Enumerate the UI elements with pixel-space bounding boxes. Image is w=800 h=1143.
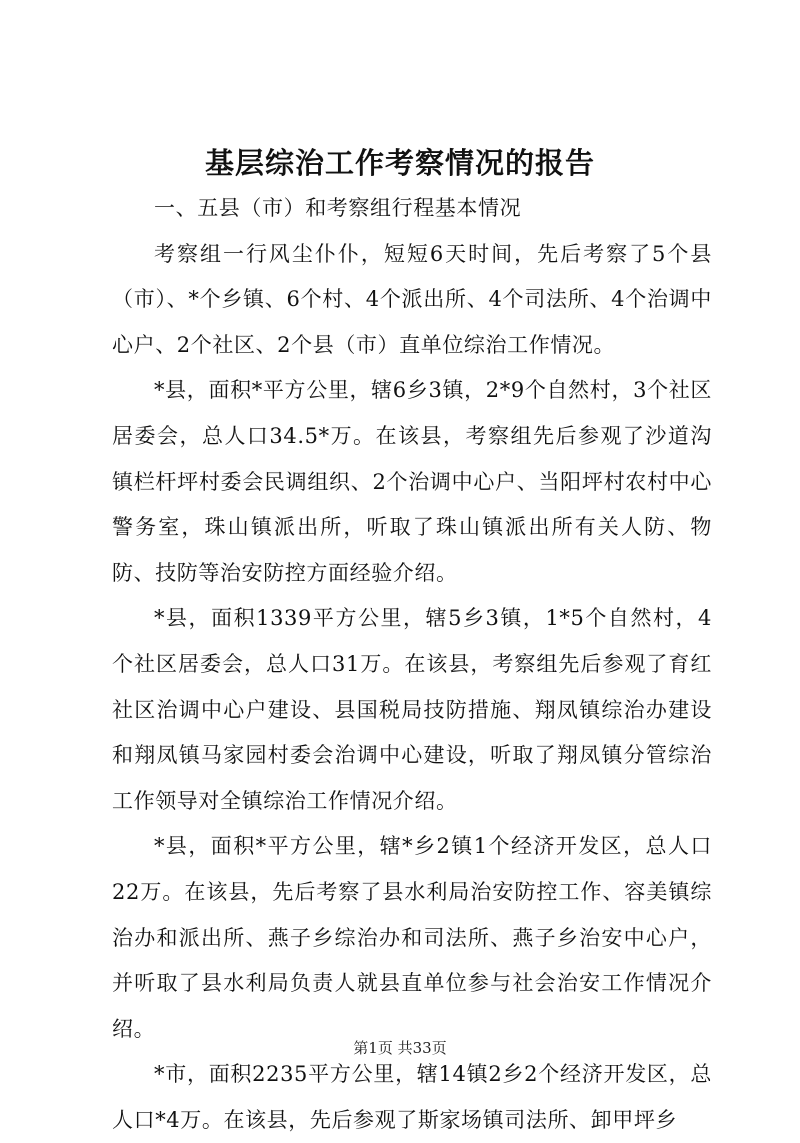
body-paragraph: 考察组一行风尘仆仆，短短6天时间，先后考察了5个县（市）、*个乡镇、6个村、4个派出所、4个司法所、4个治调中心户、2个社区、2个县（市）直单位综治工作情况。 [112,241,712,357]
section-heading: 一、五县（市）和考察组行程基本情况 [154,196,522,220]
page-number: 第1页 共33页 [353,1039,447,1057]
body-paragraph: *县，面积1339平方公里，辖5乡3镇，1*5个自然村，4个社区居委会，总人口31万。在该县，考察组先后参观了育红社区治调中心户建设、县国税局技防措施、翔凤镇综治办建设和翔凤镇马家园村委会治调中心建设，听取了翔凤镇分管综治工作领导对全镇综治工作情况介绍。 [112,606,712,813]
body-paragraph: *市，面积2235平方公里，辖14镇2乡2个经济开发区，总人口*4万。在该县，先后参观了斯家场镇司法所、卸甲坪乡 [112,1062,712,1132]
document-title: 基层综治工作考察情况的报告 [204,146,595,180]
document-body [112,186,712,1143]
page-footer [0,1038,800,1058]
body-paragraph: *县，面积*平方公里，辖*乡2镇1个经济开发区，总人口22万。在该县，先后考察了县水利局治安防控工作、容美镇综治办和派出所、燕子乡综治办和司法所、燕子乡治安中心户，并听取了县水利局负责人就县直单位参与社会治安工作情况介绍。 [112,834,712,1041]
body-paragraph: *县，面积*平方公里，辖6乡3镇，2*9个自然村，3个社区居委会，总人口34.5*万。在该县，考察组先后参观了沙道沟镇栏杆坪村委会民调组织、2个治调中心户、当阳坪村农村中心警务室，珠山镇派出所，听取了珠山镇派出所有关人防、物防、技防等治安防控方面经验介绍。 [112,378,712,585]
